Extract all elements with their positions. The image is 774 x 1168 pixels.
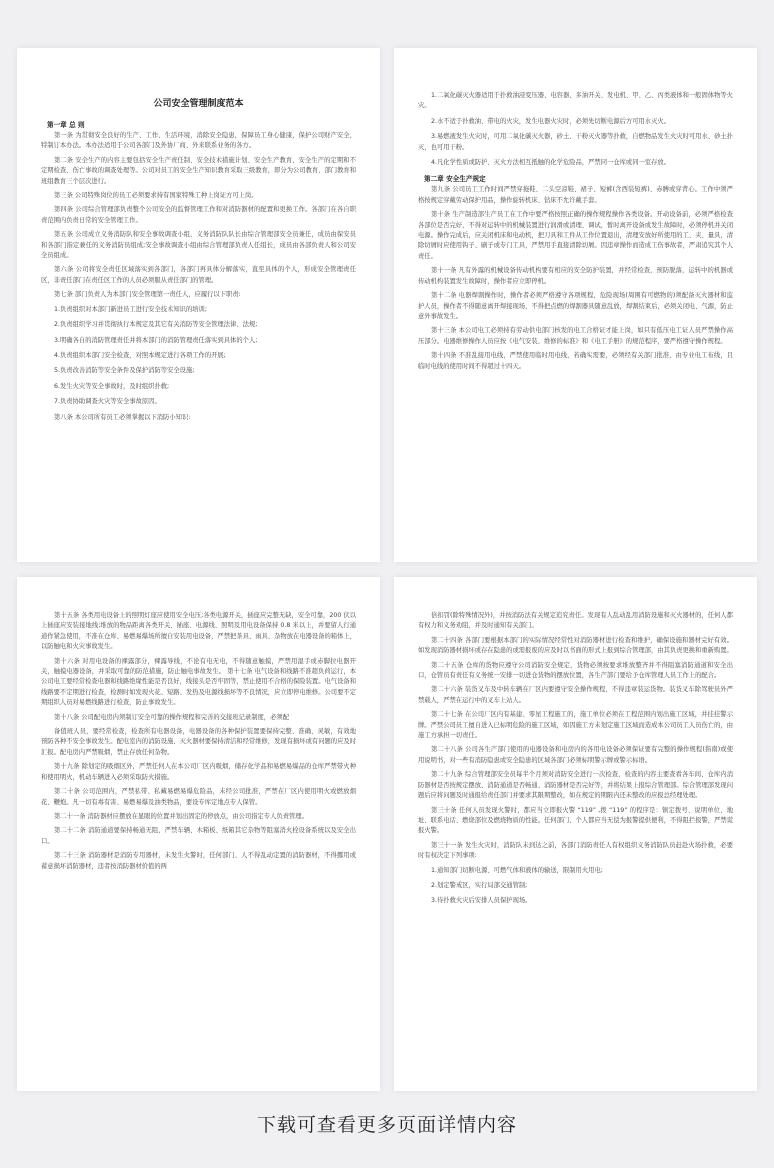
chapter-heading: 第二章 安全生产规定: [424, 175, 486, 184]
paragraph: 第二十九条 综合管理部安全员每半个月须对消防安全进行一次检查，检查的内容主要查看各车间、仓库内消防器材是否按规定摆放、消防通道是否畅通、消防器材是否完好等，并将结果上报综合管理部。综合管理部发现问题后应将问题及时通报给责任部门并要求其限期整改，如在规定的期限内还未整改的应报总经理处理。: [418, 771, 733, 800]
paragraph: 备值班人员，要经常检查，检查所有电器设备，电器设备的各种保护装置要保持完整、准确、灵敏，有效地预防各种不安全事故发生。配电室内的消防设施、灭火器材要保持清洁和经常维修，发现有损坏或有问题的应及时汇报。配电房内严禁吸烟，禁止存放任何杂物。: [41, 728, 356, 756]
paragraph: 第八条 本公司所有员工必须掌握以下消防小知识:: [54, 413, 191, 421]
paragraph: 第十五条 各类用电设备上的照明灯座应使用安全电压;各类电源开关，插座应完整无缺，安全可靠，200 伏以上插座应安装接地线;堆放的物品距离各类开关、插座、电源线、照明及用电设备保持 0.8 米以上，并要留人行通道作紧急使用，不准在仓库、易燃易爆场所擅自安装用电设备，严禁把茶具、雨具、杂物放在电器设备的箱体上，以防触电和火灾事故发生。: [41, 612, 356, 651]
paragraph: 第三条 公司特殊岗位的员工必须要求持有国家特殊工种上岗证方可上岗。: [54, 192, 258, 200]
paragraph: 第十八条 公司配电房内须制订安全可靠的操作规程和完善的交接班记录制度，必须配: [54, 713, 289, 721]
list-item: 2.划定警戒区，实行局部交通管制;: [431, 881, 528, 889]
document-page-4: [394, 577, 757, 1091]
paragraph: 第一条 为贯彻安全良好的生产、工作、生活环境，消除安全隐患，保障员工身心健康，保护公司财产安全，特制订本办法。本办法适用于公司各部门及外协厂商、外来联系业务的各方。: [41, 132, 356, 150]
paragraph: 第四条 公司综合管理部负责整个公司安全的监督管理工作和对消防器材的配置和更换工作。各部门在各自职责范围内负责日常的安全管理工作。: [41, 206, 356, 224]
paragraph: 第三十一条 发生火灾时，消防队未到达之前，各部门消防责任人有权组织义务消防队员赶赴火场扑救，必要时有权决定下列事项:: [418, 841, 733, 860]
paragraph: 第二十八条 公司各生产部门使用的电器设备和电房内的各用电设备必须保证要有完整的操作规程(指南)或使用说明书，对一些有消防隐患或安全隐患的区域各部门必须标明警示牌或警示标语。: [418, 746, 733, 764]
paragraph: 第六条 公司将安全责任区域落实到各部门，各部门再具体分解落实，直至具体的个人，形成安全管理责任区，非责任部门在责任区工作的人员必须服从责任部门的管理。: [41, 266, 356, 284]
list-item: 3.待扑救火灾后安排人员保护现场。: [431, 897, 532, 905]
paragraph: 第二十七条 在公司厂区内有基建、零星工程施工的，施工单位必须在工程范围内划出施工区域，并挂挂警示牌。严禁公司员工擅自进入已标明危险的施工区域，如因施工方未划定施工区域而造成本公司员工人员伤亡的，由施工方承担一切责任。: [418, 711, 733, 740]
download-more-caption[interactable]: 下载可查看更多页面详情内容: [256, 1114, 517, 1136]
list-item: 5.负责改善消防等安全条件及保护消防等安全设施;: [54, 367, 195, 375]
paragraph: 第十条 生产制造部生产员工在工作中要严格按照正确的操作规程操作各类设备。开动设备前，必须严格检查各部位是否完好，不得对运转中的机械装置进行润滑或清理、调试，暂时离开设备或发生故障时，必须停机并关闭电源。操作完成后，应关闭机床和电动机，把刀具和工件从工作位置退出，清理安放好所使用的工、夹、量具，清除切屑时应使用钩子、刷子或专门工具，严禁用手直接清除切屑。因违章操作而造成工伤事故者，严肃追究其个人责任。: [418, 211, 733, 260]
paragraph: 第十一条 凡有外露的机械设备传动机构要有相应的安全防护装置，并经常检查，预防脱落，运转中的机器或传动机构装置发生故障时，操作者应立即停机。: [418, 267, 733, 285]
list-item: 2.负责组织学习并贯彻执行本规定及其它有关消防等安全管理法律、法规;: [54, 321, 258, 329]
document-page-1: [17, 48, 380, 562]
list-item: 3.明确各自的消防管理责任并将本部门的消防管理责任落实到具体的个人;: [54, 336, 258, 344]
document-title: 公司安全管理制度范本: [153, 99, 244, 109]
paragraph: 第十二条 电器焊割操作时，操作者必须严格遵守各项规程，危险现场(周围有可燃物的)须配备灭火器材和监护人员，操作者不得随意离开焊接现场，不得把点燃的焊割器具随意乱放，焊割结束后，必须关闭电、气源，防止意外事故发生。: [418, 292, 733, 320]
paragraph: 第二十二条 消防通道要保持畅通无阻，严禁车辆、木箱板、纸箱其它杂物等阻塞消火栓设备系统以及安全出口。: [41, 827, 356, 845]
paragraph: 第九条 公司员工工作时间严禁穿拖鞋、二头空凉鞋、裙子、短裤(含西装短裤)、赤膊或穿背心。工作中须严格按规定穿戴劳动保护用品，操作旋转机床、钻床不允许戴手套。: [418, 186, 733, 204]
paragraph: 第二十一条 消防器材应摆放在显眼的位置并划出固定的停放点，由公司指定专人负责管理。: [54, 812, 308, 820]
paragraph: 第五条 公司成立义务消防队和安全事故调查小组，义务消防队队长由综合管理部安全员兼任，成员由保安员和各部门指定兼任的义务消防员组成;安全事故调查小组由综合管理部负责人任组长，成员由各部负责人和公司安全员组成。: [41, 231, 356, 260]
list-item: 1.通知部门切断电源、可燃气体和液体的输送，限制用火用电;: [431, 866, 603, 874]
paragraph: 第十九条 除划定的吸烟区外，严禁任何人在本公司厂区内吸烟，储存化学品和易燃易爆品的仓库严禁带火种和使用明火，机动车辆进入必须采取防火措施。: [41, 763, 356, 781]
list-item: 1.二氧化碳灭火器适用于扑救油浸变压器、电容器、多油开关、发电机、甲、乙、丙类液体和一般固体物等火灾。: [418, 92, 733, 110]
paragraph: 第十三条 本公司电工必须持有劳动供电部门核发的电工合格证才能上岗，如只有低压电工证人员严禁操作高压部分。电器维修操作人员应按《电气安装、维修的标准》和《电工手册》的规范程序，要严格遵守操作规程。: [418, 327, 733, 345]
paragraph: 第七条 部门负责人为本部门安全管理第一责任人，应履行以下职责:: [54, 291, 241, 299]
list-item: 1.负责组织对本部门新进员工进行安全技术知识的培训;: [54, 305, 207, 313]
paragraph: 第二十五条 仓库的货物应遵守公司消防安全规定，货物必须按要求堆放整齐并不得阻塞消防通道和安全出口，仓管员有责任有义务统一安排一切进仓货物的摆放位置，各生产部门要给予仓库管理人员工作上的配合。: [418, 661, 733, 680]
document-page-3: [17, 577, 380, 1091]
list-item: 4.负责组织本部门安全检查，对照本规定进行各项工作的开展;: [54, 351, 226, 359]
paragraph: 第十四条 不准乱接用电线，严禁使用临时用电线，若确实需要，必须经有关部门批准，由专业电工布线，且临时电线的使用时间不得超过十四天。: [418, 352, 733, 370]
paragraph: 第三十条 任何人员发现火警时，都应当立即报火警 “119” ,拨 “119” 的程序是：镇定拨号、说明单位、地址、联系电话、燃烧部位及燃烧物质的性能。任何部门、个人都应当无偿为报警提供便利，不得阻拦报警，严禁谎报火警。: [418, 806, 733, 835]
list-item: 7.负责协助调查火灾等安全事故原因。: [54, 398, 161, 406]
list-item: 6.发生火灾等安全事故时，及时组织扑救;: [54, 382, 170, 390]
list-item: 2.水不适于扑救油、带电的火灾，发生电器火灾时，必须先切断电源后方可用水灭火。: [431, 117, 670, 125]
paragraph: 第二十六条 装货叉车及中转车辆在厂区内要遵守安全操作规程，不得违章装运货物。装货叉车除驾驶员外严禁载人，严禁在运行中的叉车上站人。: [418, 686, 733, 704]
paragraph: 第二十四条 各部门要根据本部门的实际情况经常性对消防器材进行检查和维护，确保设施和器材完好有效。如发现消防器材损坏或存在隐患的或需报废的应及时以书面的形式上报到综合管理部，由其负责更换和重新购置。: [418, 636, 733, 655]
document-page-2: [394, 48, 757, 562]
paragraph: 第二十三条 消防器材是消防专用器材，未发生火警时，任何部门、人不得乱动定置的消防器材，不得挪用或蓄意损坏消防器材，违者按消防器材价值的两: [41, 852, 356, 870]
paragraph: 第二十条 公司范围内，严禁私带、私藏易燃易爆危险品，未经公司批准，严禁在厂区内使用明火或燃放烟花、鞭炮。凡一切有毒有害、易燃易爆及油类物品，要设专库定地点专人保管。: [41, 788, 356, 806]
paragraph: 倍扣罚(除特殊情况外)，并按消防法有关规定追究责任。发现有人乱动乱用消防设施和灭火器材的，任何人都有权力和义务劝阻，并及时通知有关部门。: [418, 612, 733, 630]
paragraph: 第十六条 对用电设备的裸露部分，裸露导线，不论有电无电，不得随意触摸，严禁用湿手或赤脚拉电器开关，触摸电器设备，并采取可靠的防范措施，防止触电事故发生。 第十七条 电气设备和线路不准超负荷运行，本公司电工要经常检查电器和线路绝缘性能是否良好，线接头是否牢固等，禁止使用不合格的保险装置。电气设备和线路要不定期进行检查，检测时如发现火花、短路、发热及电源线损坏等不良情况，应立即停电维修。公司要不定期组织人员对易燃线路进行检查，防止事故发生。: [41, 657, 356, 707]
list-item: 4.凡化学性质或防护、灭火方法相互抵触的化学危险品，严禁同一仓库或同一室存放。: [431, 159, 670, 167]
list-item: 3.易燃液发生火灾时，可用二氧化碳灭火器，砂土、干粉灭火器等扑救，自燃物品发生火灾时可用水、砂土扑灭，也可用干粉。: [418, 133, 733, 151]
paragraph: 第二条 安全生产的内容主要包括安全生产责任制、安全技术措施计划、安全生产教育、安全生产的定期和不定期检查、伤亡事故的调查处理等。公司对员工的安全生产知识教育采取三级教育，即分为公司教育、部门教育和班组教育三个层次进行。: [41, 156, 356, 185]
chapter-heading: 第一章 总 则: [47, 121, 85, 129]
